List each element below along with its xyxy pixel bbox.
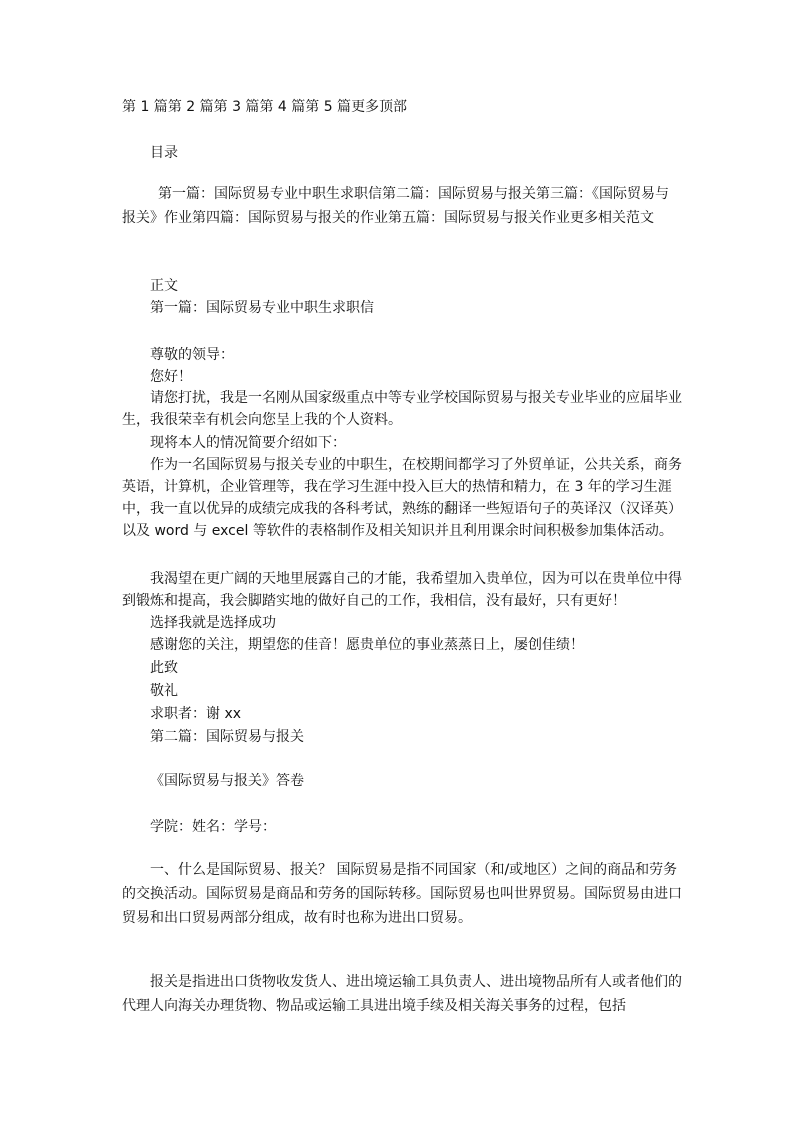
nav-link-3[interactable]: 第 3 篇 [213,99,260,115]
article1-title: 第一篇：国际贸易专业中职生求职信 [150,300,374,316]
paragraph-6: 感谢您的关注，期望您的佳音！愿贵单位的事业蒸蒸日上，屡创佳绩！ [150,637,584,653]
nav-link-2[interactable]: 第 2 篇 [167,99,214,115]
exam-fields: 学院：姓名：学号： [150,819,276,835]
nav-link-1[interactable]: 第 1 篇 [122,99,168,115]
paragraph-5: 选择我就是选择成功 [150,615,276,631]
nav-link-top[interactable]: 顶部 [379,99,408,115]
article2-title: 第二篇：国际贸易与报关 [150,729,304,745]
nav-link-5[interactable]: 第 5 篇 [305,99,352,115]
toc-heading: 目录 [150,145,178,161]
closing-1: 此致 [150,660,178,676]
question-1: 一、什么是国际贸易、报关？ 国际贸易是指不同国家（和/或地区）之间的商品和劳务的交换活动。国际贸易是商品和劳务的国际转移。国际贸易也叫世界贸易。国际贸易由进口贸易和出口贸易两部分组成，故有时也称为进出口贸易。 [122,862,682,926]
body-heading: 正文 [150,278,178,294]
article-nav [122,96,407,118]
paragraph-3: 作为一名国际贸易与报关专业的中职生，在校期间都学习了外贸单证，公共关系，商务英语，计算机，企业管理等，我在学习生涯中投入巨大的热情和精力，在 3 年的学习生涯中，我一直以优异的成绩完成我的各科考试，熟练的翻译一些短语句子的英译汉（汉译英）以及 word 与 excel 等软件的表格制作及相关知识并且利用课余时间积极参加集体活动。 [122,457,682,539]
exam-title: 《国际贸易与报关》答卷 [150,773,304,789]
greeting: 您好！ [150,369,192,385]
paragraph-1: 请您打扰，我是一名刚从国家级重点中等专业学校国际贸易与报关专业毕业的应届毕业生，我很荣幸有机会向您呈上我的个人资料。 [122,390,682,428]
paragraph-2: 现将本人的情况简要介绍如下： [150,435,346,451]
question-1-continued: 报关是指进出口货物收发货人、进出境运输工具负责人、进出境物品所有人或者他们的代理人向海关办理货物、物品或运输工具进出境手续及相关海关事务的过程，包括 [122,974,682,1014]
nav-link-4[interactable]: 第 4 篇 [259,99,306,115]
closing-2: 敬礼 [150,683,178,699]
salutation: 尊敬的领导： [150,347,234,363]
toc-text[interactable]: 第一篇：国际贸易专业中职生求职信第二篇：国际贸易与报关第三篇：《国际贸易与报关》作业第四篇：国际贸易与报关的作业第五篇：国际贸易与报关作业更多相关范文 [122,186,669,226]
paragraph-4: 我渴望在更广阔的天地里展露自己的才能，我希望加入贵单位，因为可以在贵单位中得到锻炼和提高，我会脚踏实地的做好自己的工作，我相信，没有最好，只有更好！ [122,571,682,609]
nav-link-more[interactable]: 更多 [351,99,380,115]
signer: 求职者：谢 xx [150,706,242,722]
